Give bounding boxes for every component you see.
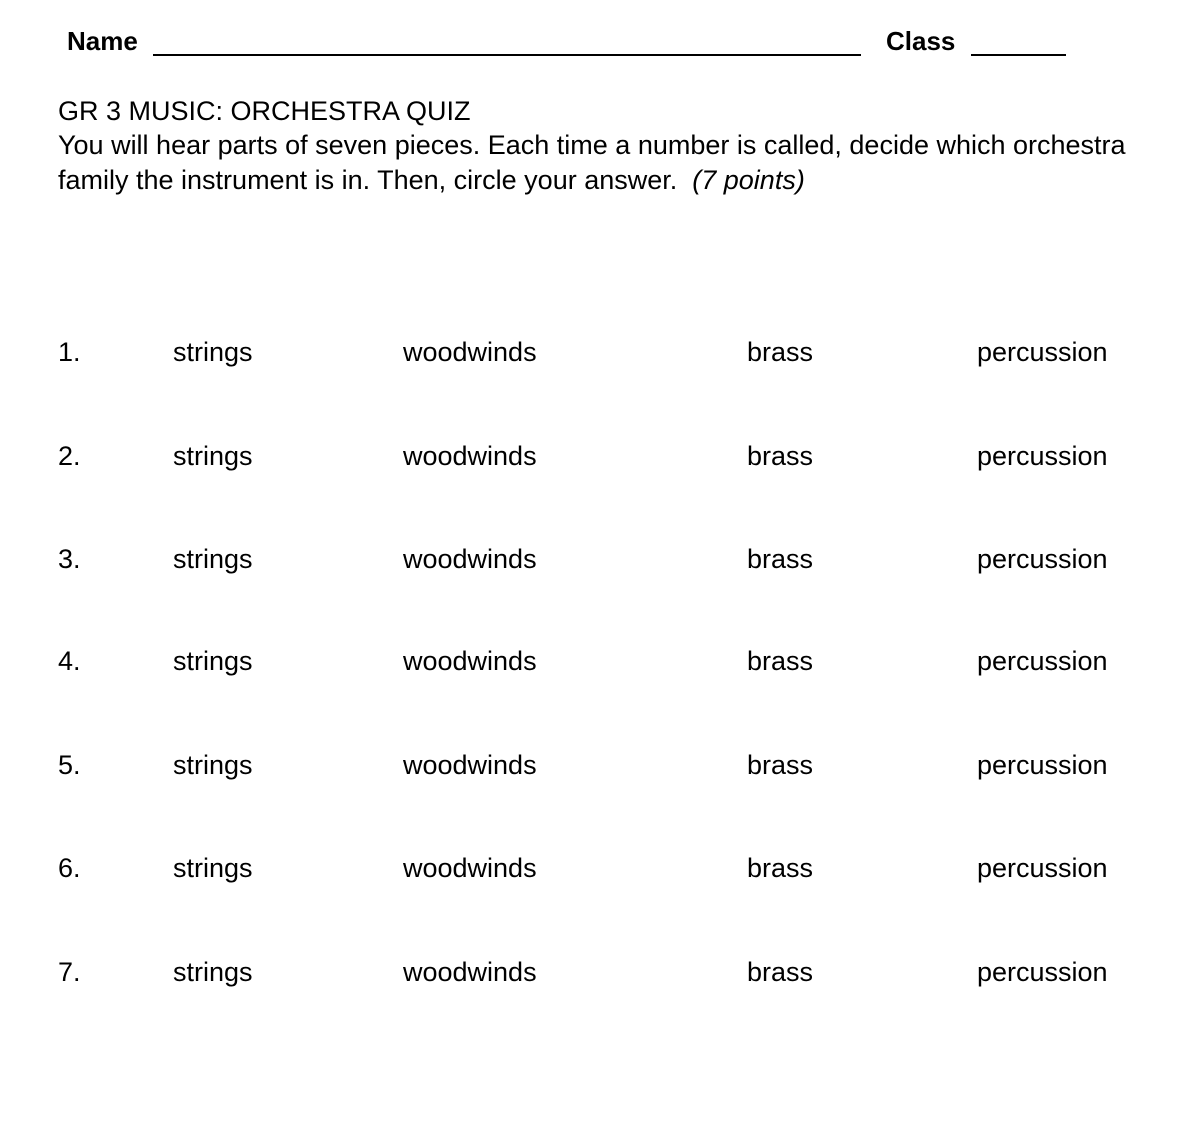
choice-woodwinds[interactable]: woodwinds [403, 544, 537, 574]
choice-brass[interactable]: brass [747, 853, 814, 883]
choice-percussion[interactable]: percussion [977, 957, 1108, 987]
choice-strings[interactable]: strings [173, 750, 253, 780]
question-number: 4. [58, 646, 81, 676]
choice-strings[interactable]: strings [173, 441, 253, 471]
question-number: 5. [58, 750, 81, 780]
choice-brass[interactable]: brass [747, 646, 814, 676]
choice-percussion[interactable]: percussion [977, 853, 1108, 883]
question-row [0, 750, 1195, 790]
choice-woodwinds[interactable]: woodwinds [403, 337, 537, 367]
choice-woodwinds[interactable]: woodwinds [403, 957, 537, 987]
choice-strings[interactable]: strings [173, 544, 253, 574]
choice-percussion[interactable]: percussion [977, 441, 1108, 471]
choice-brass[interactable]: brass [747, 337, 814, 367]
choice-strings[interactable]: strings [173, 646, 253, 676]
instructions-text: You will hear parts of seven pieces. Each time a number is called, decide which orchestra family the instrument is in. Then, circle your answer. [58, 130, 1126, 195]
choice-percussion[interactable]: percussion [977, 337, 1108, 367]
choice-brass[interactable]: brass [747, 750, 814, 780]
name-blank-line[interactable] [153, 54, 861, 56]
choice-woodwinds[interactable]: woodwinds [403, 441, 537, 471]
class-label: Class [886, 26, 956, 56]
question-number: 6. [58, 853, 81, 883]
quiz-title: GR 3 MUSIC: ORCHESTRA QUIZ [58, 96, 471, 126]
question-number: 7. [58, 957, 81, 987]
choice-woodwinds[interactable]: woodwinds [403, 750, 537, 780]
question-row [0, 337, 1195, 377]
question-number: 2. [58, 441, 81, 471]
quiz-instructions [58, 128, 1158, 198]
choice-strings[interactable]: strings [173, 957, 253, 987]
choice-strings[interactable]: strings [173, 337, 253, 367]
choice-brass[interactable]: brass [747, 957, 814, 987]
choice-percussion[interactable]: percussion [977, 646, 1108, 676]
choice-brass[interactable]: brass [747, 441, 814, 471]
choice-brass[interactable]: brass [747, 544, 814, 574]
choice-percussion[interactable]: percussion [977, 544, 1108, 574]
question-row [0, 646, 1195, 686]
question-row [0, 853, 1195, 893]
question-number: 1. [58, 337, 81, 367]
class-blank-line[interactable] [971, 54, 1066, 56]
question-row [0, 957, 1195, 997]
choice-percussion[interactable]: percussion [977, 750, 1108, 780]
choice-strings[interactable]: strings [173, 853, 253, 883]
choice-woodwinds[interactable]: woodwinds [403, 853, 537, 883]
choice-woodwinds[interactable]: woodwinds [403, 646, 537, 676]
points-text: (7 points) [692, 165, 805, 195]
question-row [0, 441, 1195, 481]
name-label: Name [67, 26, 138, 56]
question-row [0, 544, 1195, 584]
question-number: 3. [58, 544, 81, 574]
